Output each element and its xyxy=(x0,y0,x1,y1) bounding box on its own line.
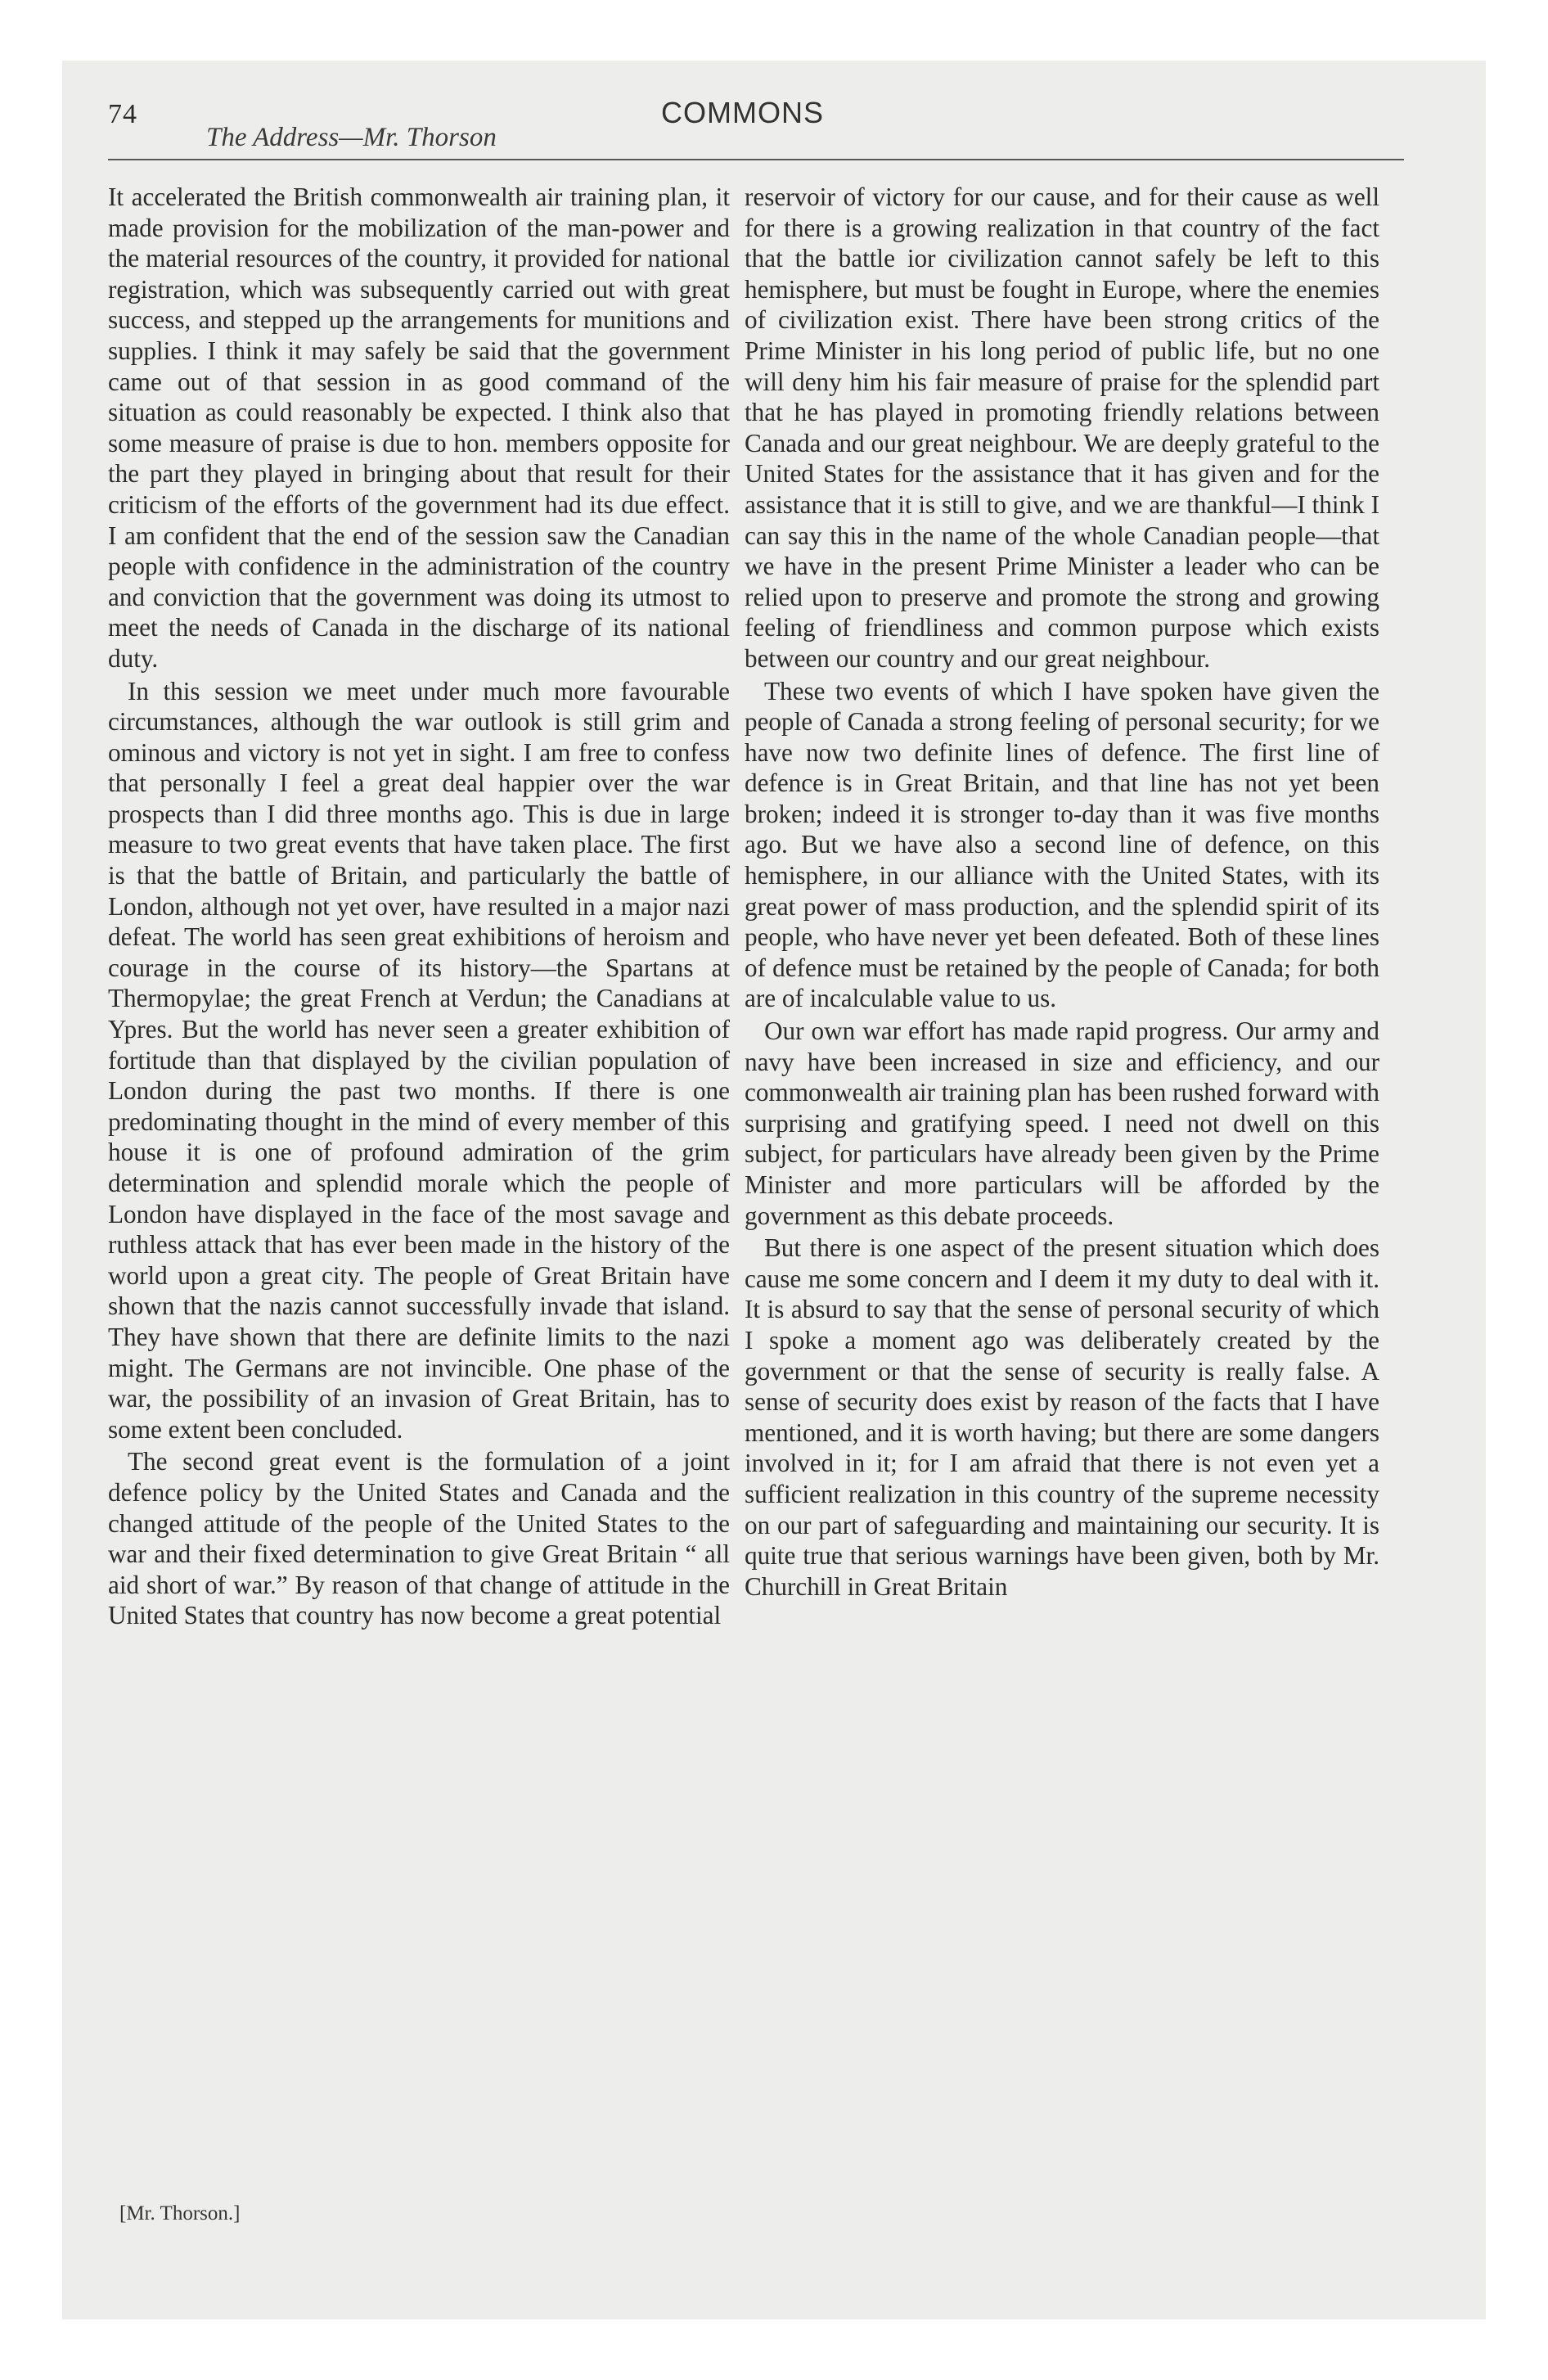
speaker-tag: [Mr. Thorson.] xyxy=(119,2202,241,2224)
running-head: The Address—Mr. Thorson xyxy=(206,123,497,152)
paragraph: It accelerated the British commonwealth air training plan, it made provision for the mobilization of the man-power and the material resources of the country, it provided for national registration, which was subsequently carried out with great success, and stepped up the arrangements for munitions and supplies. I think it may safely be said that the government came out of that session in as good command of the situation as could reasonably be expected. I think also that some measure of praise is due to hon. members opposite for the part they played in bringing about that result for their criticism of the efforts of the government had its due effect. I am confident that the end of the session saw the Canadian people with confidence in the administration of the country and conviction that the government was doing its utmost to meet the needs of Canada in the discharge of its national duty. xyxy=(108,183,730,673)
header-rule xyxy=(108,159,1404,160)
paragraph: In this session we meet under much more favourable circumstances, although the war outlook is still grim and ominous and victory is not yet in sight. I am free to confess that personally I feel a great deal happier over the war prospects than I did three months ago. This is due in large measure to two great events that have taken place. The first is that the battle of Britain, and particularly the battle of London, although not yet over, have resulted in a major nazi defeat. The world has seen great exhibitions of heroism and courage in the course of its history—the Spartans at Thermopylae; the great French at Verdun; the Canadians at Ypres. But the world has never seen a greater exhibition of fortitude than that displayed by the civilian population of London during the past two months. If there is one predominating thought in the mind of every member of this house it is one of profound admiration of the grim determination and splendid morale which the people of London have displayed in the face of the most savage and ruthless attack that has ever been made in the history of the world upon a great city. The people of Great Britain have shown that the nazis cannot successfully invade that island. They have shown that there are definite limits to the nazi might. The Germans are not invincible. One phase of the war, the possibility of an invasion of Great Britain, has to some extent been concluded. xyxy=(108,676,730,1444)
left-column xyxy=(108,182,730,1633)
paragraph: reservoir of victory for our cause, and for their cause as well for there is a growing realization in that country of the fact that the battle ior civilization cannot safely be left to this hemisphere, but must be fought in Europe, where the enemies of civilization exist. There have been strong critics of the Prime Minister in his long period of public life, but no one will deny him his fair measure of praise for the splendid part that he has played in promoting friendly relations between Canada and our great neighbour. We are deeply grateful to the United States for the assistance that it has given and for the assistance that it is still to give, and we are thankful—I think I can say this in the name of the whole Canadian people—that we have in the present Prime Minister a leader who can be relied upon to preserve and promote the strong and growing feeling of friendliness and common purpose which exists between our country and our great neighbour. xyxy=(745,183,1379,673)
right-column xyxy=(745,182,1379,1603)
paragraph: These two events of which I have spoken have given the people of Canada a strong feeling of personal security; for we have now two definite lines of defence. The first line of defence is in Great Britain, and that line has not yet been broken; indeed it is stronger to-day than it was five months ago. But we have also a second line of defence, on this hemisphere, in our alliance with the United States, with its great power of mass production, and the splendid spirit of its people, who have never yet been defeated. Both of these lines of defence must be retained by the people of Canada; for both are of incalculable value to us. xyxy=(745,676,1379,1013)
paragraph: But there is one aspect of the present situation which does cause me some concern and I deem it my duty to deal with it. It is absurd to say that the sense of personal security of which I spoke a moment ago was deliberately created by the government or that the sense of security is really false. A sense of security does exist by reason of the facts that I have mentioned, and it is worth having; but there are some dangers involved in it; for I am afraid that there is not even yet a sufficient realization in this country of the supreme necessity on our part of safeguarding and maintaining our security. It is quite true that serious warnings have been given, both by Mr. Churchill in Great Britain xyxy=(745,1233,1379,1601)
paragraph: Our own war effort has made rapid progress. Our army and navy have been increased in size and efficiency, and our commonwealth air training plan has been rushed forward with surprising and gratifying speed. I need not dwell on this subject, for particulars have already been given by the Prime Minister and more particulars will be afforded by the government as this debate proceeds. xyxy=(745,1016,1379,1230)
page-number: 74 xyxy=(108,99,137,129)
section-label: COMMONS xyxy=(661,96,824,129)
paragraph: The second great event is the formulation of a joint defence policy by the United States and Canada and the changed attitude of the people of the United States to the war and their fixed determination to give Great Britain “ all aid short of war.” By reason of that change of attitude in the United States that country has now become a great potential xyxy=(108,1447,730,1630)
